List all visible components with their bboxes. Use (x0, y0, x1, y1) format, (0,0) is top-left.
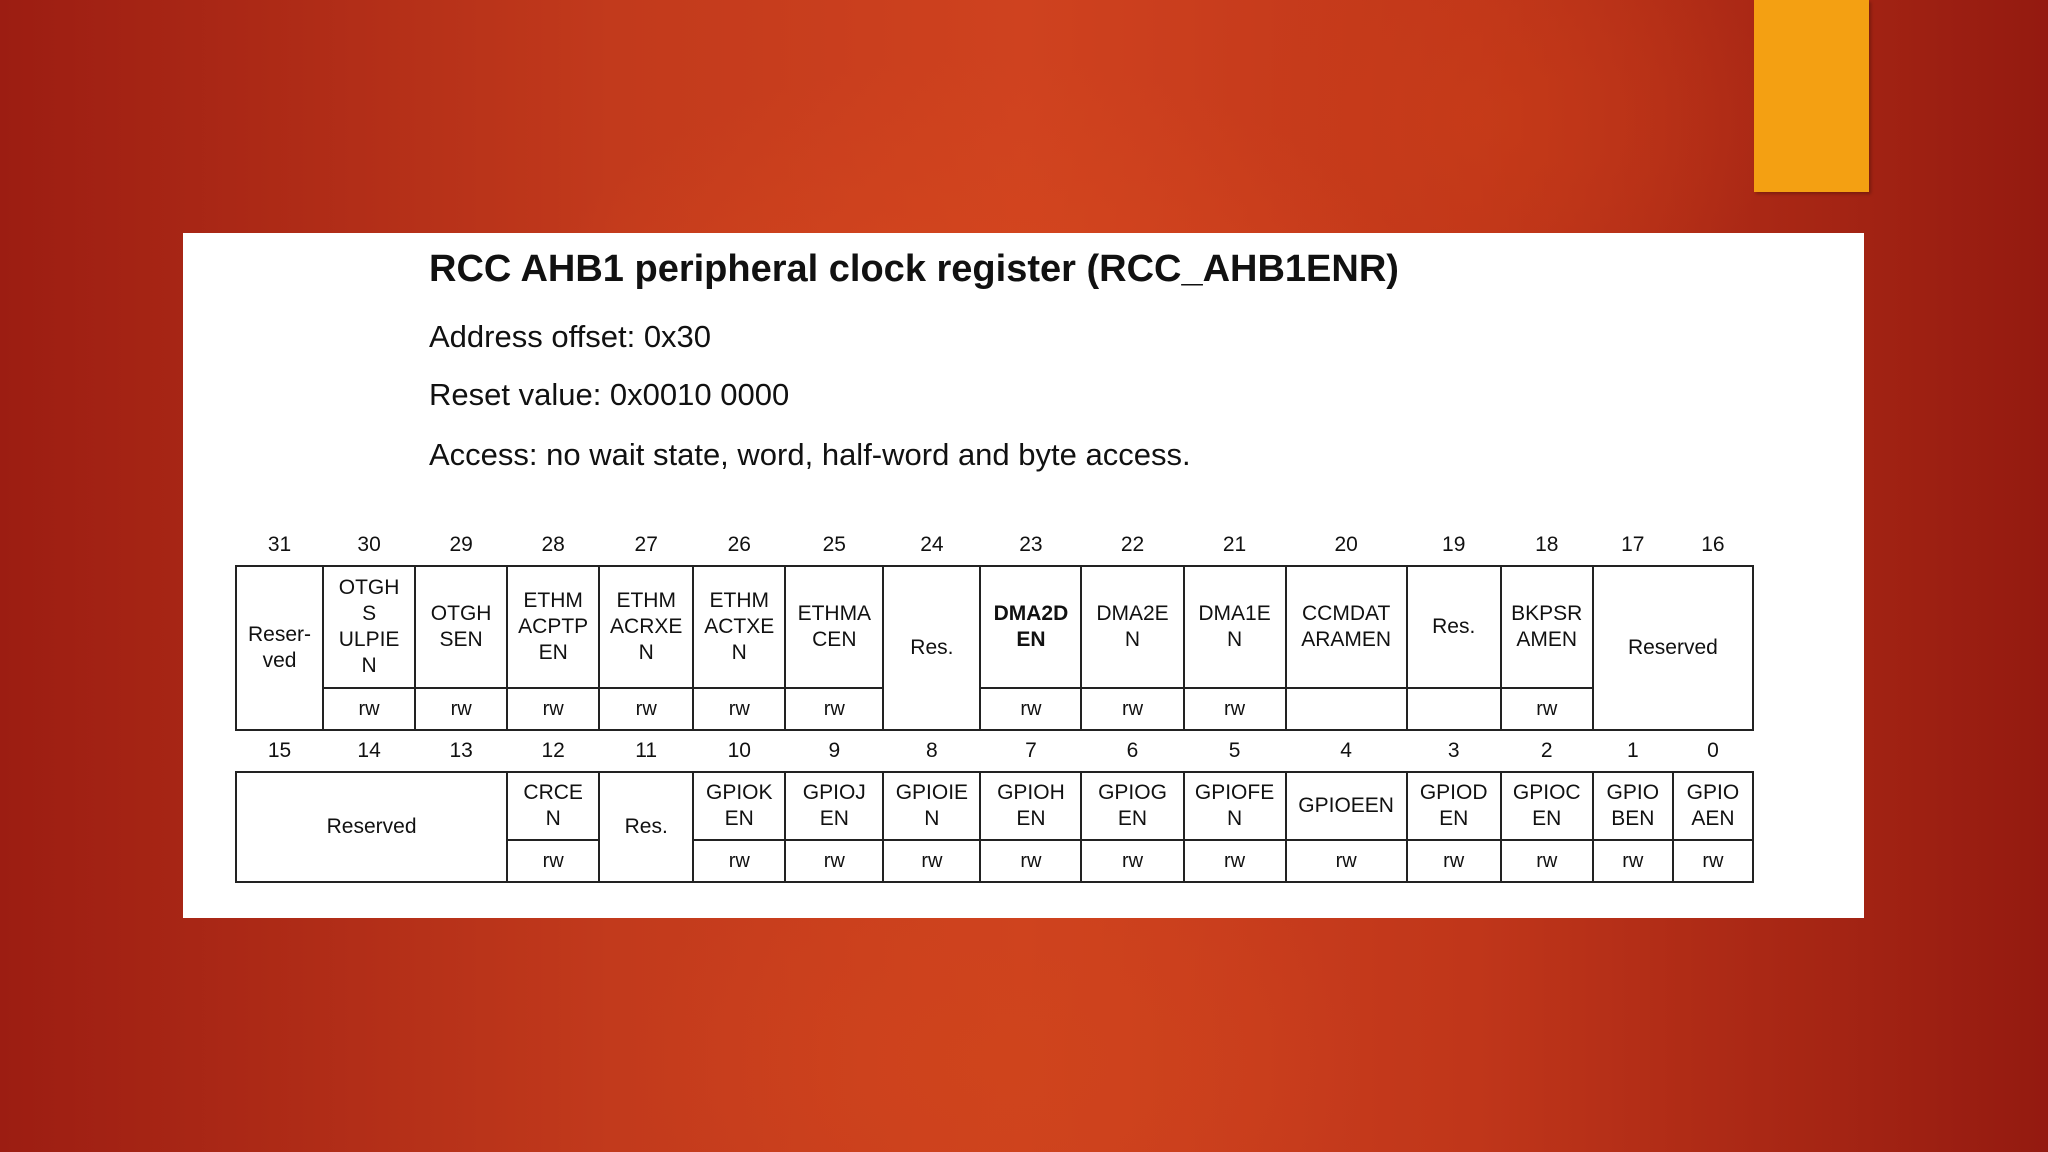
field-gpiohen: GPIOH EN (980, 772, 1081, 840)
bit-number: 22 (1120, 533, 1145, 556)
register-panel (183, 233, 1864, 918)
bit-number: 28 (541, 533, 565, 556)
access-rw: rw (1081, 840, 1183, 882)
bit-number: 2 (1540, 739, 1553, 762)
bit-number: 11 (635, 739, 658, 762)
bit-number: 0 (1707, 739, 1719, 762)
field-ethmacrxen: ETHM ACRXE N (599, 566, 693, 688)
bit-number: 23 (1019, 533, 1043, 556)
lower-bit-number-row (236, 730, 1753, 772)
field-otghsen: OTGH SEN (415, 566, 507, 688)
field-gpiocen: GPIOC EN (1501, 772, 1593, 840)
field-gpioden: GPIOD EN (1407, 772, 1501, 840)
field-gpioken: GPIOK EN (693, 772, 785, 840)
register-bit-table (235, 525, 1754, 883)
reset-value: Reset value: 0x0010 0000 (429, 377, 790, 412)
field-reserved: Reser- ved (236, 566, 323, 730)
access-rw: rw (980, 840, 1081, 882)
access-rw: rw (1501, 840, 1593, 882)
bit-number: 16 (1701, 533, 1725, 556)
bit-number: 5 (1228, 739, 1241, 762)
access-rw: rw (1081, 688, 1183, 730)
field-gpioien: GPIOIE N (883, 772, 980, 840)
bit-number: 6 (1126, 739, 1139, 762)
field-reserved: Reserved (1593, 566, 1753, 730)
bit-number: 15 (267, 739, 292, 762)
access-rw: rw (415, 688, 507, 730)
field-ethmacptpen: ETHM ACPTP EN (507, 566, 599, 688)
field-crcen: CRCE N (507, 772, 599, 840)
register-title: RCC AHB1 peripheral clock register (RCC_AHB1ENR) (429, 248, 1399, 290)
field-reserved: Reserved (236, 772, 507, 882)
bit-number: 30 (357, 533, 381, 556)
address-offset: Address offset: 0x30 (429, 319, 712, 354)
access-rw: rw (1286, 840, 1407, 882)
bit-number: 14 (357, 739, 381, 762)
access-rw: rw (980, 688, 1081, 730)
upper-bit-number-row (236, 525, 1753, 566)
field-gpioben: GPIO BEN (1593, 772, 1673, 840)
bit-number: 12 (541, 739, 565, 762)
access-rw: rw (323, 688, 415, 730)
field-ccmdataramen: CCMDAT ARAMEN (1286, 566, 1407, 688)
lower-field-row (236, 772, 1753, 840)
field-dma1en: DMA1E N (1184, 566, 1286, 688)
access-rw: rw (1673, 840, 1753, 882)
field-bkpsramen: BKPSR AMEN (1501, 566, 1593, 688)
bit-number: 29 (449, 533, 473, 556)
bit-number: 24 (920, 533, 944, 556)
upper-access-row (236, 688, 1753, 730)
access-rw: rw (1501, 688, 1593, 730)
bit-number: 21 (1222, 533, 1247, 556)
bit-number: 13 (449, 739, 473, 762)
access-rw: rw (883, 840, 980, 882)
field-gpiofen: GPIOFE N (1184, 772, 1286, 840)
field-dma2den: DMA2D EN (980, 566, 1081, 688)
access-rw: rw (785, 840, 883, 882)
bit-number: 9 (828, 739, 841, 762)
access-rw: rw (693, 840, 785, 882)
access-rw: rw (785, 688, 883, 730)
bit-number: 31 (267, 533, 292, 556)
field-ethmactxen: ETHM ACTXE N (693, 566, 785, 688)
accent-block (1754, 0, 1869, 192)
field-res: Res. (599, 772, 693, 882)
bit-number: 7 (1025, 739, 1037, 762)
bit-number: 3 (1447, 739, 1460, 762)
field-ethmacen: ETHMA CEN (785, 566, 883, 688)
bit-number: 27 (634, 533, 658, 556)
upper-field-row (236, 566, 1753, 688)
access-description: Access: no wait state, word, half-word and byte access. (429, 437, 1191, 472)
bit-number: 26 (727, 533, 751, 556)
access-rw: rw (507, 688, 599, 730)
bit-number: 19 (1442, 533, 1466, 556)
field-dma2en: DMA2E N (1081, 566, 1183, 688)
field-res: Res. (1407, 566, 1501, 688)
access-rw: rw (599, 688, 693, 730)
bit-number: 1 (1626, 739, 1639, 762)
field-gpioaen: GPIO AEN (1673, 772, 1753, 840)
access-rw: rw (693, 688, 785, 730)
field-gpioeen: GPIOEEN (1286, 772, 1407, 840)
field-otghsulpien: OTGH S ULPIE N (323, 566, 415, 688)
bit-number: 10 (727, 739, 751, 762)
access-rw: rw (1407, 840, 1501, 882)
access-rw: rw (1184, 688, 1286, 730)
field-gpiogen: GPIOG EN (1081, 772, 1183, 840)
access-rw: rw (507, 840, 599, 882)
access-rw: rw (1184, 840, 1286, 882)
bit-number: 8 (926, 739, 938, 762)
bit-number: 20 (1334, 533, 1358, 556)
field-gpiojen: GPIOJ EN (785, 772, 883, 840)
bit-number: 17 (1621, 533, 1645, 556)
bit-number: 18 (1535, 533, 1559, 556)
bit-number: 4 (1340, 739, 1352, 762)
field-res: Res. (883, 566, 980, 730)
access-empty (1286, 688, 1407, 730)
access-rw: rw (1593, 840, 1673, 882)
bit-number: 25 (822, 533, 846, 556)
access-empty (1407, 688, 1501, 730)
